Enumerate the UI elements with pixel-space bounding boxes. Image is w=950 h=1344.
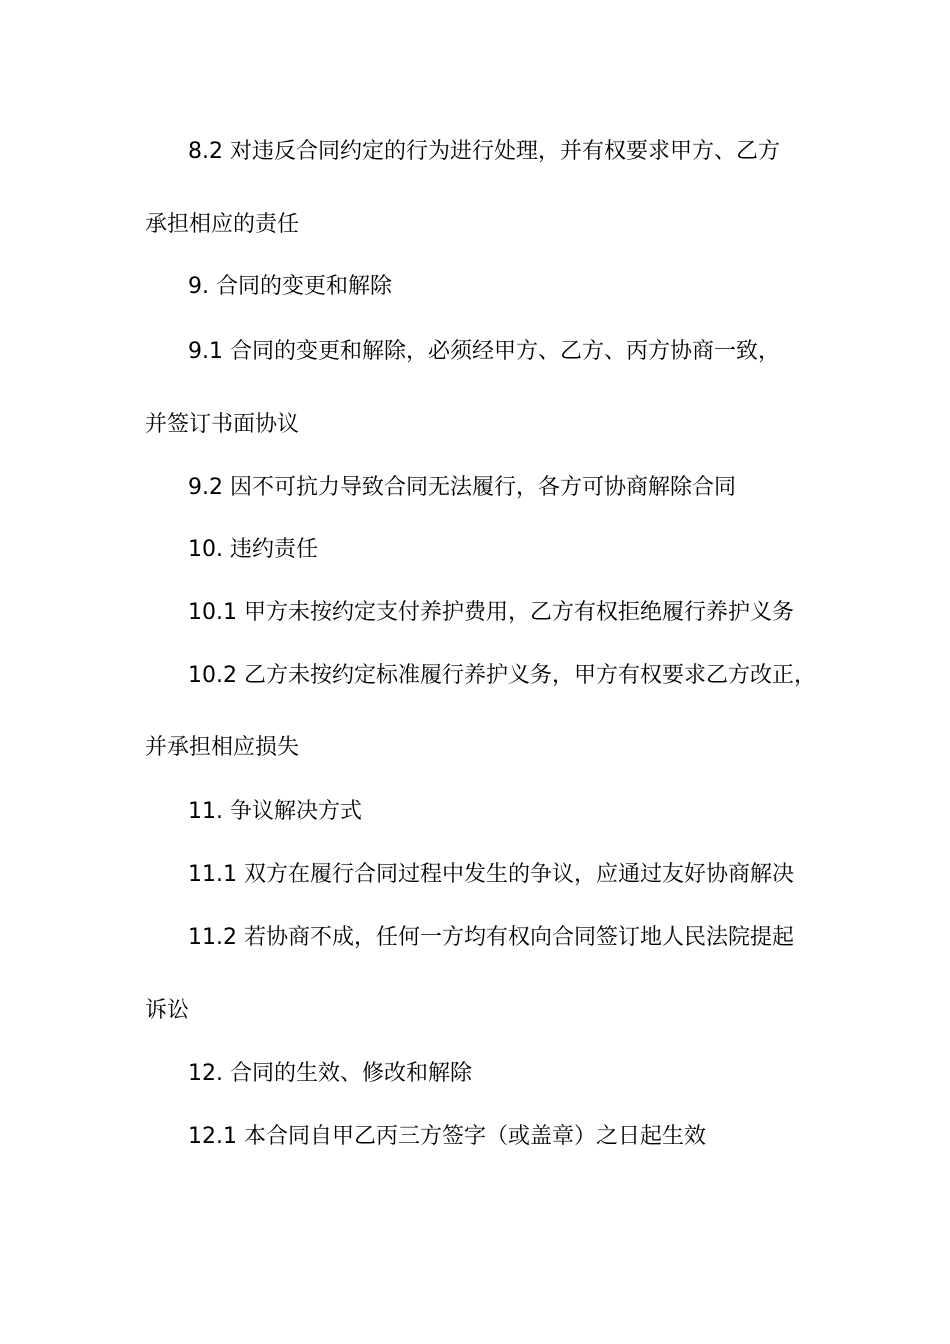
clause-10-1: 10.1 甲方未按约定支付养护费用，乙方有权拒绝履行养护义务 (188, 600, 794, 625)
clause-11-1: 11.1 双方在履行合同过程中发生的争议，应通过友好协商解决 (188, 862, 794, 887)
clause-9-2: 9.2 因不可抗力导致合同无法履行，各方可协商解除合同 (188, 475, 736, 500)
clause-9-1-line-1: 9.1 合同的变更和解除，必须经甲方、乙方、丙方协商一致， (188, 339, 780, 364)
clause-8-2-line-1: 8.2 对违反合同约定的行为进行处理，并有权要求甲方、乙方 (188, 139, 780, 164)
clause-10-2-line-2: 并承担相应损失 (145, 735, 300, 760)
clause-10-2-line-1: 10.2 乙方未按约定标准履行养护义务，甲方有权要求乙方改正， (188, 663, 816, 688)
clause-12-1: 12.1 本合同自甲乙丙三方签字（或盖章）之日起生效 (188, 1124, 706, 1149)
clause-9-1-line-2: 并签订书面协议 (145, 412, 300, 437)
section-9-heading: 9. 合同的变更和解除 (188, 274, 392, 299)
section-11-heading: 11. 争议解决方式 (188, 799, 362, 824)
section-10-heading: 10. 违约责任 (188, 537, 318, 562)
clause-11-2-line-1: 11.2 若协商不成，任何一方均有权向合同签订地人民法院提起 (188, 925, 794, 950)
clause-11-2-line-2: 诉讼 (145, 998, 190, 1023)
clause-8-2-line-2: 承担相应的责任 (145, 212, 300, 237)
section-12-heading: 12. 合同的生效、修改和解除 (188, 1061, 472, 1086)
